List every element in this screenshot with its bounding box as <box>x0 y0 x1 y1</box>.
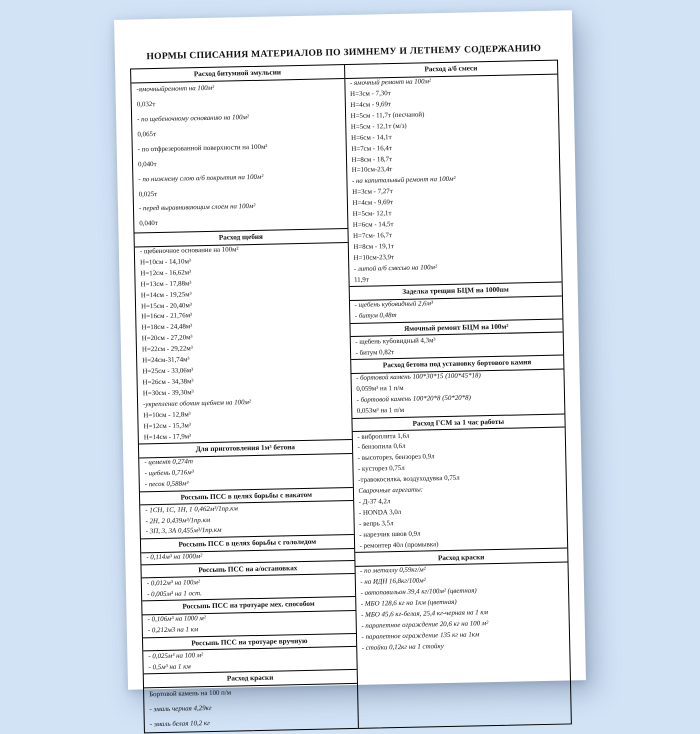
table-row: Н=20см - 27,20м³ <box>141 334 193 343</box>
table-row: - щебень кубовидный 2,6м³ <box>354 300 434 310</box>
table-row: - нарезчик швов 0,9л <box>359 530 421 539</box>
section-header: Россыпь ПСС на тротуаре вручную <box>143 632 356 651</box>
table-row: Н=7см - 16,4т <box>351 144 392 153</box>
table-row: Н=5см - 11,7т (песчаной) <box>350 111 425 120</box>
table-row: - бортовой камень 100*30*15 (100*45*18) <box>356 372 481 383</box>
table-row: Н=10см - 12,8м³ <box>143 411 191 420</box>
table-row: Н=10см - 14,10м³ <box>140 258 192 267</box>
section-header: Для приготовления 1м³ бетона <box>139 439 352 458</box>
table-row: 0,032т <box>136 100 156 109</box>
table-row: -укрепление обочин щебнем на 100м² <box>143 398 252 409</box>
table-row: Н=15см - 20,40м³ <box>140 301 192 310</box>
table-row: Н=12см - 16,62м³ <box>140 269 192 278</box>
table-row: - 1СН, 1С, 1Н, 1 0,462м³/1пр.км <box>145 504 238 514</box>
table-row: Н=7см- 16,7т <box>353 232 393 240</box>
table-row: - битум 0,48т <box>354 312 397 321</box>
table-row: - перед выравнивающим слоем на 100м² <box>138 203 256 213</box>
table-row: Н=22см - 29,22м³ <box>141 345 193 354</box>
table-row: 0,040т <box>139 220 158 228</box>
table-row: - 2Н, 2 0,439м³/1пр.км <box>145 516 211 525</box>
table-row: - 0,012м³ на 100м² <box>146 578 200 587</box>
section-header: Ямочный ремонт БЦМ на 100м² <box>350 318 563 337</box>
section-header: Расход ГСМ за 1 час работы <box>352 413 565 432</box>
table-row: - кусторез 0,75л <box>357 465 405 474</box>
table-row: - стойки 0,12кг на 1 стойку <box>361 642 444 652</box>
section-header: Расход щебня <box>134 228 347 247</box>
section-header: Заделка трещин БЦМ на 1000пм <box>349 282 562 301</box>
table-row: Н=26см - 34,38м³ <box>142 378 194 387</box>
table-row: 0,040т <box>137 160 157 169</box>
table-row: - МБО 45,6 кг-белая, 25,4 кг-черная на 1 км <box>360 609 489 619</box>
table-row: Н=3см - 7,30т <box>350 90 391 98</box>
table-row: Н=8см - 18,7т <box>351 155 393 164</box>
table-row: Н=14см - 19,25м³ <box>140 290 192 299</box>
table-row: 0,025т <box>138 190 158 198</box>
document-page <box>114 10 586 729</box>
table-row: - автопавильон 39,4 кг/100м² (цветная) <box>360 587 477 598</box>
table-row: Н=4см - 9,69т <box>352 199 394 208</box>
section-header: Россыпь ПСС в целях борьбы с накатом <box>140 487 353 506</box>
table-row: - парапетное ограждение 20,6 кг на 100 м² <box>361 620 489 630</box>
table-row: - высоторез, бензорез 0,9л <box>357 453 435 463</box>
table-row: - ремонтер 40л (промывка) <box>359 540 439 550</box>
table-row: - битум 0,82т <box>355 348 395 357</box>
table-row: - на капитальный ремонт на 100м² <box>351 176 456 186</box>
table-row: Н=5см - 12,1т (м/з) <box>350 122 407 131</box>
section-header: Расход а/б смеси <box>345 61 558 79</box>
table-row: Н=16см - 21,76м³ <box>141 312 193 321</box>
table-row: -ямочныйремонт на 100м² <box>136 84 215 94</box>
table-row: 0,053м³ на 1 п/м <box>356 406 405 415</box>
table-row: - по металлу 0,59кг/м² <box>360 566 426 576</box>
table-row: Н=5см- 12,1т <box>352 210 392 219</box>
table-row: Н=18см - 24,48м³ <box>141 323 193 332</box>
table-row: - по отфрезерованной поверхности на 100м² <box>137 143 268 154</box>
table-row: - щебеночное основание на 100м² <box>139 246 239 256</box>
table-row: Н=6см - 14,1т <box>350 133 392 142</box>
table-row: - щебень 0,716м³ <box>144 469 194 478</box>
table-row: - виброплита 1,6л <box>357 432 410 441</box>
section-header: Россыпь ПСС на а/остановках <box>141 560 354 579</box>
table-row: - цемент 0,274т <box>144 458 193 467</box>
table-row: - 0,005м³ на 1 ост. <box>146 589 202 598</box>
table-row: - 0,106м³ на 1000 м² <box>147 615 206 624</box>
table-row: - 0,025м³ на 100 м² <box>148 651 204 660</box>
table-row: Н=24см-31,74м³ <box>142 356 190 365</box>
table-row: - бензопила 0,6л <box>357 443 406 452</box>
table-row: - по нижнему слою а/б покрытия на 100м² <box>138 173 264 183</box>
table-row: - щебень кубовидный 4,3м³ <box>355 336 436 346</box>
table-row: - HONDA 3,0л <box>358 508 402 517</box>
table-row: - парапетное ограждение 135 кг на 1км <box>361 631 480 641</box>
table-column-left <box>131 65 358 733</box>
table-row: - вепрь 3,5л <box>359 520 394 528</box>
table-row: 0,059м³ на 1 п/м <box>356 385 404 394</box>
table-row: Н=13см - 17,88м³ <box>140 279 192 289</box>
table-row: - по щебеночному основанию на 100м² <box>137 113 250 124</box>
table-row: - эмаль черная 4,29кг <box>149 704 212 714</box>
table-row: - эмаль белая 10,2 кг <box>149 719 210 729</box>
table-row: Н=12см - 15,3м³ <box>143 422 192 431</box>
table-row: Н=6см - 14,5т <box>352 221 394 229</box>
table-row: - 0,5м³ на 1 км <box>148 662 191 671</box>
section-header: Расход бетона под установку бортового камня <box>351 355 564 374</box>
table-row: Н=4см - 9,69т <box>350 100 391 109</box>
norms-table <box>130 60 572 734</box>
table-row: -травокосилка, воздуходувка 0,75л <box>358 474 460 485</box>
table-row: - Д-37 4,2л <box>358 498 391 506</box>
table-row: Сварочные агрегаты: <box>358 486 424 496</box>
table-row: - 0,114м³ на 1000м² <box>146 553 203 562</box>
table-row: - 0,212м3 на 1 км <box>147 626 199 635</box>
table-row: Н=3см - 7,27т <box>352 188 393 197</box>
table-row: 11,9т <box>353 276 369 284</box>
section-header: Расход краски <box>355 548 568 567</box>
table-row: - 3П, 3, 3А 0,455м³/1пр.км <box>145 527 222 536</box>
page-title: НОРМЫ СПИСАНИЯ МАТЕРИАЛОВ ПО ЗИМНЕМУ И ЛЕТНЕМУ СОДЕРЖАНИЮ <box>146 42 542 63</box>
table-row: Н=8см - 19,1т <box>353 242 394 251</box>
table-row: - бортовой камень 100*20*8 (50*20*8) <box>356 394 471 404</box>
section-header: Россыпь ПСС в целях борьбы с гололедом <box>141 534 354 553</box>
table-row: - песок 0,588м³ <box>144 480 189 489</box>
table-row: - литой а/б смесью на 100м² <box>353 263 438 273</box>
table-column-right <box>345 61 571 729</box>
table-row: 0,065т <box>137 130 157 139</box>
section-header: Расход битумной эмульсии <box>131 65 344 83</box>
table-row: Бортовой камень на 100 п/м <box>149 689 232 699</box>
table-row: Н=30см - 39,30м³ <box>142 389 194 398</box>
table-row: Н=10см-23,9т <box>353 253 395 262</box>
table-row: Н=10см-23,4т <box>351 166 393 175</box>
section-header: Россыпь ПСС на тротуаре мех. способом <box>142 596 355 615</box>
table-row: Н=14см - 17,9м³ <box>143 432 192 441</box>
section-header: Расход краски <box>144 669 357 688</box>
table-row: - на ИДН 16,8кг/100м² <box>360 577 426 587</box>
table-row: Н=25см - 33,06м³ <box>142 367 194 376</box>
table-row: - ямочный ремонт на 100м² <box>349 78 432 87</box>
table-row: - МБО 128,6 кг на 1км (цветная) <box>360 598 457 608</box>
